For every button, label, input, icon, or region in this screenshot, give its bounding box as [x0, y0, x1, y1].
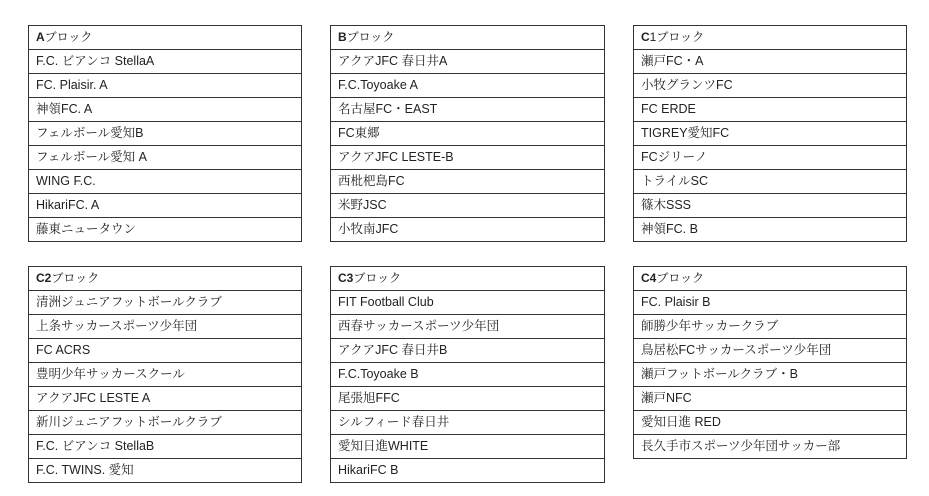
- table-row: [29, 170, 302, 194]
- team-name: トライルSC: [634, 170, 907, 194]
- table-row: [331, 291, 605, 315]
- team-name: FIT Football Club: [331, 291, 605, 315]
- block-header-row: [331, 267, 605, 291]
- team-name: 師勝少年サッカークラブ: [634, 315, 907, 339]
- table-row: [331, 218, 605, 242]
- team-name: HikariFC. A: [29, 194, 302, 218]
- table-row: [634, 315, 907, 339]
- block-title-suffix: ブロック: [353, 271, 402, 285]
- team-name: F.C.Toyoake B: [331, 363, 605, 387]
- table-row: [331, 170, 605, 194]
- team-name: HikariFC B: [331, 459, 605, 483]
- block-header-row: [29, 26, 302, 50]
- block-table-a: [28, 25, 302, 242]
- table-row: [29, 315, 302, 339]
- team-name: FCジリーノ: [634, 146, 907, 170]
- block-header-row: [29, 267, 302, 291]
- table-row: [29, 339, 302, 363]
- block-title-suffix: ブロック: [44, 30, 93, 44]
- table-row: [29, 146, 302, 170]
- team-name: F.C. ビアンコ StellaB: [29, 435, 302, 459]
- team-name: 豊明少年サッカースクール: [29, 363, 302, 387]
- table-row: [331, 98, 605, 122]
- team-name: 西春サッカースポーツ少年団: [331, 315, 605, 339]
- block-title-suffix: ブロック: [346, 30, 395, 44]
- team-name: シルフィード春日井: [331, 411, 605, 435]
- table-row: [29, 411, 302, 435]
- team-name: 清洲ジュニアフットボールクラブ: [29, 291, 302, 315]
- table-row: [29, 98, 302, 122]
- team-name: F.C. TWINS. 愛知: [29, 459, 302, 483]
- block-table-b: [330, 25, 605, 242]
- block-title-letter: C: [641, 30, 650, 44]
- team-name: アクアJFC 春日井A: [331, 50, 605, 74]
- table-row: [29, 122, 302, 146]
- table-row: [634, 218, 907, 242]
- team-name: FC東郷: [331, 122, 605, 146]
- team-name: アクアJFC LESTE-B: [331, 146, 605, 170]
- table-row: [634, 74, 907, 98]
- team-name: 神領FC. A: [29, 98, 302, 122]
- table-row: [331, 459, 605, 483]
- block-header-row: [331, 26, 605, 50]
- team-name: 瀬戸FC・A: [634, 50, 907, 74]
- table-row: [634, 98, 907, 122]
- table-row: [634, 363, 907, 387]
- table-row: [634, 339, 907, 363]
- team-name: 瀬戸NFC: [634, 387, 907, 411]
- team-name: 新川ジュニアフットボールクラブ: [29, 411, 302, 435]
- block-title: [331, 26, 605, 50]
- team-name: 鳥居松FCサッカースポーツ少年団: [634, 339, 907, 363]
- team-name: WING F.C.: [29, 170, 302, 194]
- block-title-letter: C4: [641, 271, 657, 285]
- block-title-suffix: 1ブロック: [649, 30, 705, 44]
- table-row: [29, 218, 302, 242]
- block-table-c3: [330, 266, 605, 483]
- team-name: 尾張旭FFC: [331, 387, 605, 411]
- table-row: [29, 291, 302, 315]
- block-title: [634, 26, 907, 50]
- table-row: [29, 387, 302, 411]
- block-title-letter: C3: [338, 271, 354, 285]
- table-row: [331, 74, 605, 98]
- table-row: [29, 74, 302, 98]
- block-title-suffix: ブロック: [51, 271, 100, 285]
- team-name: 名古屋FC・EAST: [331, 98, 605, 122]
- table-row: [634, 122, 907, 146]
- table-row: [634, 50, 907, 74]
- block-title-letter: C2: [36, 271, 52, 285]
- table-row: [634, 170, 907, 194]
- team-name: 上条サッカースポーツ少年団: [29, 315, 302, 339]
- team-name: 西枇杷島FC: [331, 170, 605, 194]
- team-name: フェルボール愛知 A: [29, 146, 302, 170]
- table-row: [634, 291, 907, 315]
- table-row: [331, 339, 605, 363]
- team-name: FC ACRS: [29, 339, 302, 363]
- table-row: [331, 50, 605, 74]
- block-title-suffix: ブロック: [656, 271, 705, 285]
- table-row: [331, 194, 605, 218]
- block-table-c2: [28, 266, 302, 483]
- block-title: [634, 267, 907, 291]
- team-name: アクアJFC LESTE A: [29, 387, 302, 411]
- block-header-row: [634, 267, 907, 291]
- team-name: FC. Plaisir B: [634, 291, 907, 315]
- team-name: F.C. ビアンコ StellaA: [29, 50, 302, 74]
- table-row: [29, 363, 302, 387]
- team-name: アクアJFC 春日井B: [331, 339, 605, 363]
- table-row: [29, 459, 302, 483]
- block-title: [29, 267, 302, 291]
- table-row: [331, 146, 605, 170]
- team-name: 愛知日進WHITE: [331, 435, 605, 459]
- team-name: 瀬戸フットボールクラブ・B: [634, 363, 907, 387]
- table-row: [634, 435, 907, 459]
- block-table-c1: [633, 25, 907, 242]
- team-name: TIGREY愛知FC: [634, 122, 907, 146]
- table-row: [331, 315, 605, 339]
- table-row: [331, 387, 605, 411]
- team-name: 篠木SSS: [634, 194, 907, 218]
- team-name: 藤東ニュータウン: [29, 218, 302, 242]
- table-row: [634, 411, 907, 435]
- table-row: [331, 122, 605, 146]
- team-name: 小牧グランツFC: [634, 74, 907, 98]
- table-row: [331, 411, 605, 435]
- team-name: 神領FC. B: [634, 218, 907, 242]
- table-row: [634, 387, 907, 411]
- table-row: [331, 435, 605, 459]
- table-row: [29, 435, 302, 459]
- table-row: [29, 194, 302, 218]
- block-title-letter: B: [338, 30, 347, 44]
- block-header-row: [634, 26, 907, 50]
- block-title: [29, 26, 302, 50]
- team-name: 小牧南JFC: [331, 218, 605, 242]
- team-name: フェルボール愛知B: [29, 122, 302, 146]
- block-title-letter: A: [36, 30, 45, 44]
- team-name: 愛知日進 RED: [634, 411, 907, 435]
- team-name: F.C.Toyoake A: [331, 74, 605, 98]
- block-table-c4: [633, 266, 907, 459]
- team-name: 長久手市スポーツ少年団サッカー部: [634, 435, 907, 459]
- team-name: FC ERDE: [634, 98, 907, 122]
- team-name: 米野JSC: [331, 194, 605, 218]
- table-row: [29, 50, 302, 74]
- table-row: [634, 146, 907, 170]
- table-row: [331, 363, 605, 387]
- block-title: [331, 267, 605, 291]
- table-row: [634, 194, 907, 218]
- team-name: FC. Plaisir. A: [29, 74, 302, 98]
